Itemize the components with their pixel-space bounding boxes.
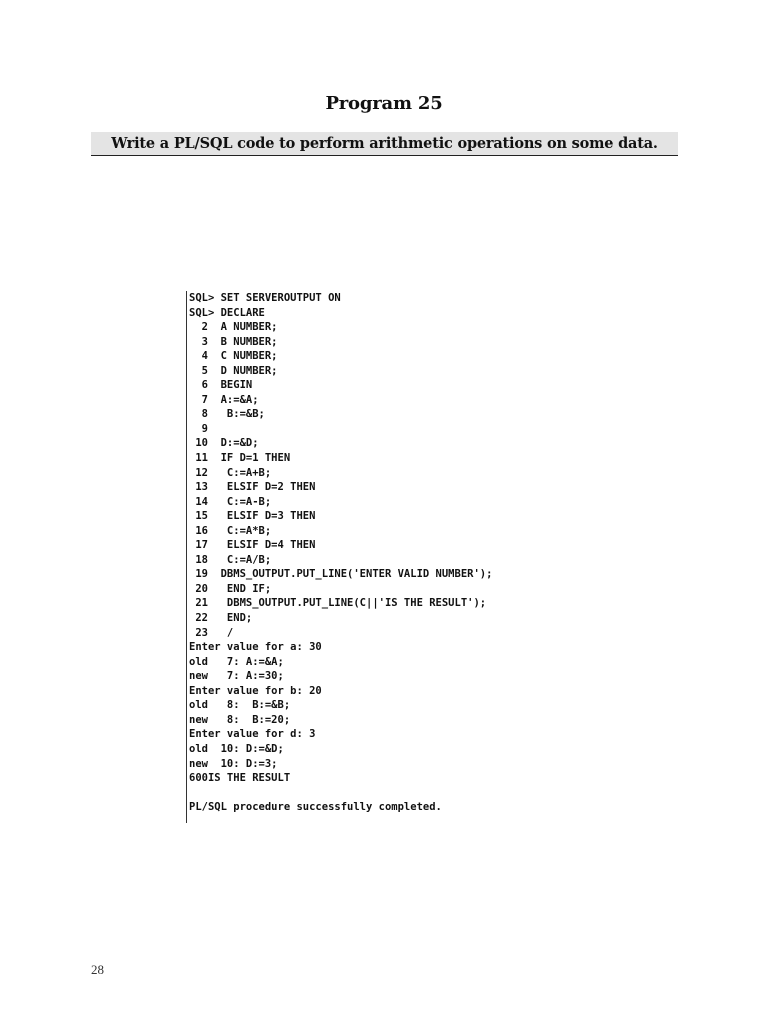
console-line: new 8: B:=20; (189, 713, 291, 726)
page-number: 28 (91, 962, 104, 977)
console-line: 14 C:=A-B; (189, 495, 272, 508)
console-line: 17 ELSIF D=4 THEN (189, 539, 316, 552)
console-line: 8 B:=&B; (189, 408, 265, 421)
console-line: Enter value for d: 3 (189, 728, 316, 741)
console-line: 16 C:=A*B; (189, 524, 272, 537)
console-line: new 10: D:=3; (189, 757, 278, 770)
console-line: 15 ELSIF D=3 THEN (189, 510, 316, 523)
console-line: old 10: D:=&D; (189, 742, 284, 755)
console-line: 18 C:=A/B; (189, 553, 272, 566)
console-line: 10 D:=&D; (189, 437, 259, 450)
console-line: PL/SQL procedure successfully completed. (189, 801, 442, 814)
console-line: 4 C NUMBER; (189, 350, 278, 363)
console-line: 22 END; (189, 612, 253, 625)
console-line: SQL> DECLARE (189, 306, 265, 319)
console-line: 13 ELSIF D=2 THEN (189, 481, 316, 494)
console-line: Enter value for b: 20 (189, 684, 322, 697)
page-title: Program 25 (325, 93, 443, 114)
console-line: SQL> SET SERVEROUTPUT ON (189, 292, 341, 304)
task-banner (91, 132, 678, 156)
console-line: 20 END IF; (189, 582, 272, 595)
console-line: 12 C:=A+B; (189, 466, 272, 479)
console-line: 600IS THE RESULT (189, 772, 291, 785)
task-description: Write a PL/SQL code to perform arithmetic operations on some data. (111, 135, 658, 152)
console-line: new 7: A:=30; (189, 670, 284, 683)
console-line (189, 786, 566, 801)
console-line: 9 (189, 422, 208, 435)
console-line: 11 IF D=1 THEN (189, 452, 291, 465)
console-line: 19 DBMS_OUTPUT.PUT_LINE('ENTER VALID NUMBER'); (189, 568, 493, 581)
console-line: old 8: B:=&B; (189, 699, 291, 712)
console-line: Enter value for a: 30 (189, 641, 322, 654)
console-line: 21 DBMS_OUTPUT.PUT_LINE(C||'IS THE RESULT'); (189, 597, 487, 610)
sqlplus-console-screenshot (186, 291, 566, 823)
console-line: 3 B NUMBER; (189, 335, 278, 348)
console-line: 23 / (189, 626, 234, 639)
console-line: 5 D NUMBER; (189, 364, 278, 377)
console-line: 6 BEGIN (189, 379, 253, 392)
console-line: 2 A NUMBER; (189, 321, 278, 334)
console-lines (189, 291, 566, 815)
console-line: 7 A:=&A; (189, 393, 259, 406)
console-line: old 7: A:=&A; (189, 655, 284, 668)
